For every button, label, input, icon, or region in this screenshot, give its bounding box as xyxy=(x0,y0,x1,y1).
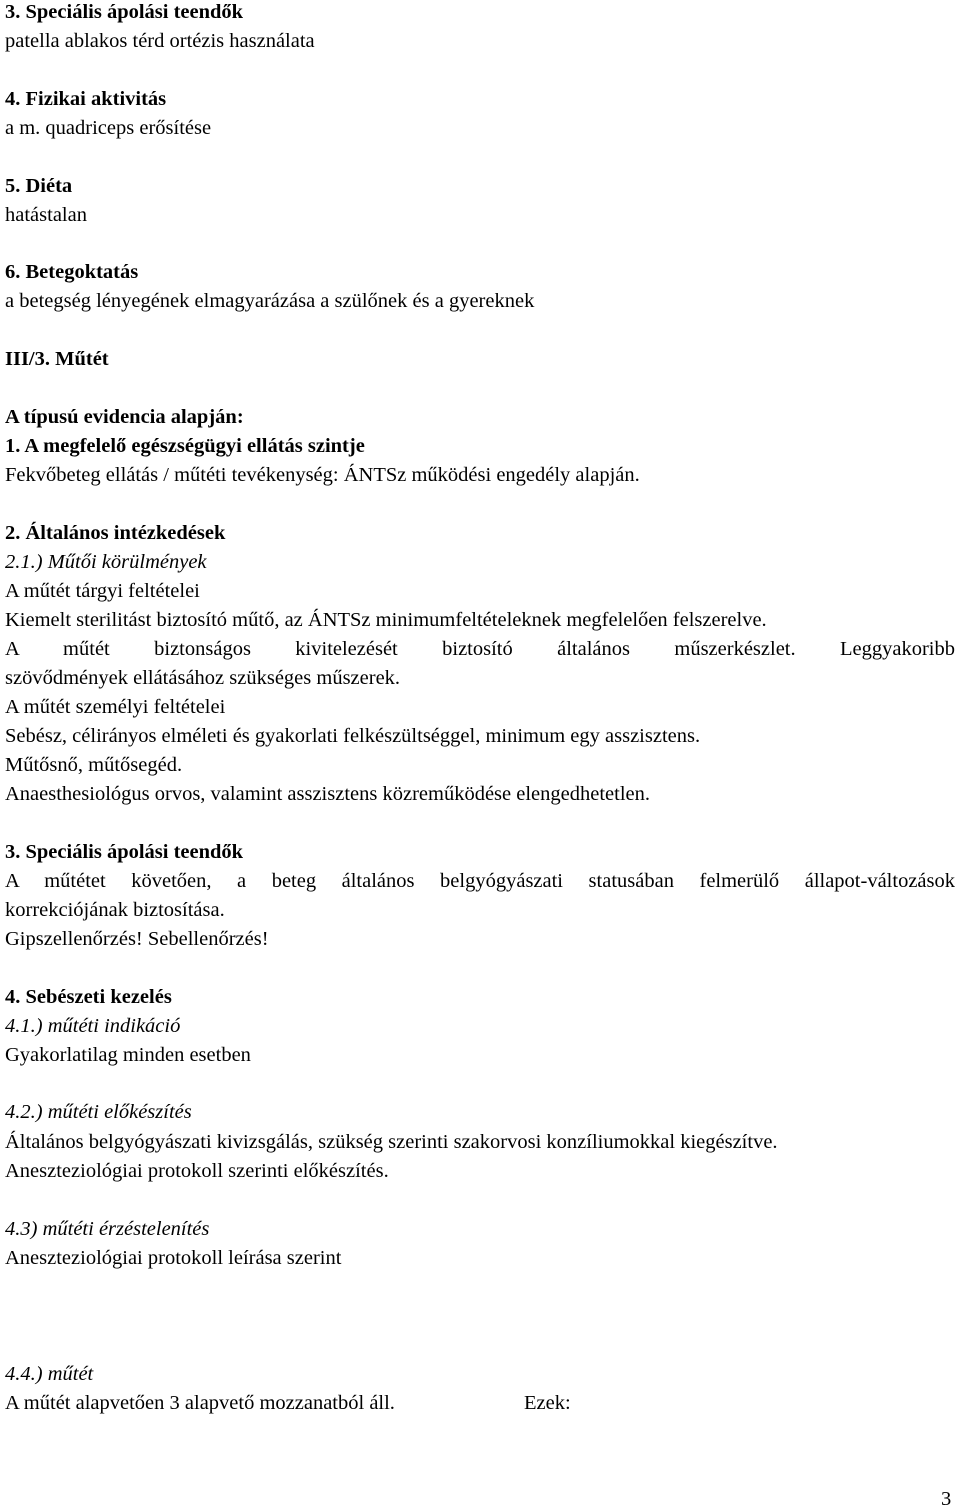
body-text: hatástalan xyxy=(5,204,87,226)
subsection-heading: 4.4.) műtét xyxy=(5,1363,94,1385)
body-text: korrekciójának biztosítása. xyxy=(5,899,225,921)
subsection-heading: 4.2.) műtéti előkészítés xyxy=(5,1101,192,1123)
body-text: A műtét biztonságos kivitelezését biztosító általános műszerkészlet. Leggyakoribb xyxy=(5,638,955,660)
section-heading: 1. A megfelelő egészségügyi ellátás szintje xyxy=(5,435,365,457)
body-text: A műtét alapvetően 3 alapvető mozzanatból áll. xyxy=(5,1392,395,1414)
body-text: Sebész, célirányos elméleti és gyakorlati felkészültséggel, minimum egy asszisztens. xyxy=(5,725,701,747)
body-text: Fekvőbeteg ellátás / műtéti tevékenység: ÁNTSz működési engedély alapján. xyxy=(5,464,640,486)
section-heading: 2. Általános intézkedések xyxy=(5,522,226,544)
section-heading: 5. Diéta xyxy=(5,175,73,197)
body-text: Gyakorlatilag minden esetben xyxy=(5,1044,251,1066)
section-heading: 4. Sebészeti kezelés xyxy=(5,986,172,1008)
body-text: A műtét tárgyi feltételei xyxy=(5,580,200,602)
body-text: Kiemelt sterilitást biztosító műtő, az ÁNTSz minimumfeltételeknek megfelelően felszerelve. xyxy=(5,609,767,631)
section-heading: 3. Speciális ápolási teendők xyxy=(5,1,244,23)
subsection-heading: 4.3) műtéti érzéstelenítés xyxy=(5,1218,210,1240)
section-heading: 4. Fizikai aktivitás xyxy=(5,88,167,110)
body-text: patella ablakos térd ortézis használata xyxy=(5,30,315,52)
body-text: Aneszteziológiai protokoll szerinti előkészítés. xyxy=(5,1160,389,1182)
body-text: Műtősnő, műtősegéd. xyxy=(5,754,183,776)
body-text: A műtét személyi feltételei xyxy=(5,696,226,718)
subsection-heading: 4.1.) műtéti indikáció xyxy=(5,1015,181,1037)
section-heading: 6. Betegoktatás xyxy=(5,261,139,283)
body-text: szövődmények ellátásához szükséges műszerek. xyxy=(5,667,401,689)
body-text: a betegség lényegének elmagyarázása a szülőnek és a gyereknek xyxy=(5,290,535,312)
body-text: a m. quadriceps erősítése xyxy=(5,117,212,139)
body-text: Ezek: xyxy=(524,1392,571,1414)
body-text: Általános belgyógyászati kivizsgálás, szükség szerinti szakorvosi konzíliumokkal kiegészítve. xyxy=(5,1131,778,1153)
body-text: Gipszellenőrzés! Sebellenőrzés! xyxy=(5,928,269,950)
body-text: Aneszteziológiai protokoll leírása szerint xyxy=(5,1247,342,1269)
subsection-heading: 2.1.) Műtői körülmények xyxy=(5,551,207,573)
chapter-heading: III/3. Műtét xyxy=(5,348,109,370)
body-text: Anaesthesiológus orvos, valamint asszisztens közreműködése elengedhetetlen. xyxy=(5,783,650,805)
evidence-heading: A típusú evidencia alapján: xyxy=(5,406,244,428)
body-text: A műtétet követően, a beteg általános belgyógyászati statusában felmerülő állapot-változások xyxy=(5,870,955,892)
page-number: 3 xyxy=(941,1488,952,1510)
section-heading: 3. Speciális ápolási teendők xyxy=(5,841,244,863)
